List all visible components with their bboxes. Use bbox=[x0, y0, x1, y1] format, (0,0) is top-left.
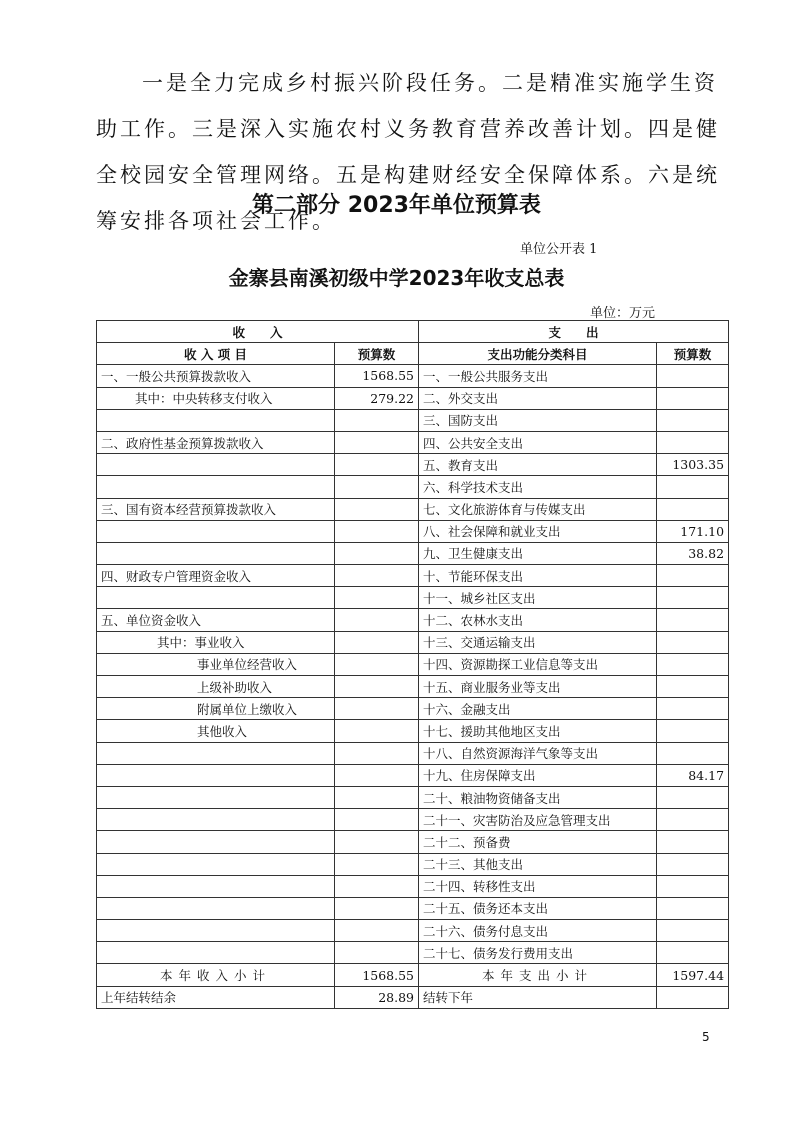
expense-value-cell bbox=[657, 698, 729, 720]
expense-value-cell bbox=[657, 809, 729, 831]
expense-value-cell: 38.82 bbox=[657, 542, 729, 564]
expense-value-cell bbox=[657, 786, 729, 808]
income-item-cell bbox=[97, 786, 335, 808]
expense-item-cell: 二十、粮油物资储备支出 bbox=[419, 786, 657, 808]
carry-income-label: 上年结转结余 bbox=[97, 986, 335, 1008]
expense-value-cell bbox=[657, 920, 729, 942]
expense-value-cell bbox=[657, 631, 729, 653]
income-subtotal-label: 本年收入小计 bbox=[97, 964, 335, 986]
expense-item-cell: 十五、商业服务业等支出 bbox=[419, 676, 657, 698]
subtotal-row bbox=[97, 964, 729, 986]
income-value-cell bbox=[335, 409, 419, 431]
income-item-cell: 其中：中央转移支付收入 bbox=[97, 387, 335, 409]
expense-item-cell: 二十一、灾害防治及应急管理支出 bbox=[419, 809, 657, 831]
expense-item-cell: 一、一般公共服务支出 bbox=[419, 365, 657, 387]
income-item-cell bbox=[97, 875, 335, 897]
income-value-cell bbox=[335, 565, 419, 587]
page-number: 5 bbox=[702, 1030, 710, 1044]
expense-value-cell bbox=[657, 565, 729, 587]
expense-item-cell: 十四、资源勘探工业信息等支出 bbox=[419, 653, 657, 675]
expense-item-cell: 九、卫生健康支出 bbox=[419, 542, 657, 564]
table-row bbox=[97, 742, 729, 764]
table-row bbox=[97, 698, 729, 720]
income-item-cell: 二、政府性基金预算拨款收入 bbox=[97, 431, 335, 453]
expense-value-cell bbox=[657, 476, 729, 498]
table-row bbox=[97, 720, 729, 742]
income-item-cell: 五、单位资金收入 bbox=[97, 609, 335, 631]
table-row bbox=[97, 565, 729, 587]
expense-item-cell: 二十五、债务还本支出 bbox=[419, 897, 657, 919]
expense-value-cell: 84.17 bbox=[657, 764, 729, 786]
expense-budget-header: 预算数 bbox=[657, 343, 729, 365]
expense-value-cell bbox=[657, 498, 729, 520]
table-row bbox=[97, 653, 729, 675]
income-item-cell: 其中：事业收入 bbox=[97, 631, 335, 653]
income-value-cell bbox=[335, 786, 419, 808]
header-row-1 bbox=[97, 321, 729, 343]
income-value-cell bbox=[335, 631, 419, 653]
expense-item-cell: 十九、住房保障支出 bbox=[419, 764, 657, 786]
table-row bbox=[97, 542, 729, 564]
income-item-cell: 三、国有资本经营预算拨款收入 bbox=[97, 498, 335, 520]
expense-value-cell bbox=[657, 742, 729, 764]
expense-item-cell: 二十二、预备费 bbox=[419, 831, 657, 853]
expense-value-cell bbox=[657, 431, 729, 453]
table-row bbox=[97, 920, 729, 942]
income-value-cell bbox=[335, 587, 419, 609]
expense-value-cell bbox=[657, 365, 729, 387]
income-item-cell bbox=[97, 520, 335, 542]
expense-item-cell: 十六、金融支出 bbox=[419, 698, 657, 720]
expense-value-cell: 171.10 bbox=[657, 520, 729, 542]
income-item-header: 收 入 项 目 bbox=[97, 343, 335, 365]
expense-value-cell: 1303.35 bbox=[657, 454, 729, 476]
table-row bbox=[97, 431, 729, 453]
table-row bbox=[97, 875, 729, 897]
income-item-cell bbox=[97, 897, 335, 919]
income-item-cell: 附属单位上缴收入 bbox=[97, 698, 335, 720]
income-item-cell bbox=[97, 920, 335, 942]
expense-item-cell: 二十三、其他支出 bbox=[419, 853, 657, 875]
income-value-cell bbox=[335, 897, 419, 919]
income-value-cell bbox=[335, 653, 419, 675]
expense-item-cell: 十三、交通运输支出 bbox=[419, 631, 657, 653]
income-item-cell bbox=[97, 853, 335, 875]
table-row bbox=[97, 809, 729, 831]
income-value-cell bbox=[335, 831, 419, 853]
public-table-number: 单位公开表 1 bbox=[520, 242, 598, 257]
table-row bbox=[97, 853, 729, 875]
income-item-cell bbox=[97, 742, 335, 764]
income-item-cell: 上级补助收入 bbox=[97, 676, 335, 698]
expense-item-cell: 二十六、债务付息支出 bbox=[419, 920, 657, 942]
expense-item-cell: 二十七、债务发行费用支出 bbox=[419, 942, 657, 964]
table-row bbox=[97, 587, 729, 609]
table-title: 金寨县南溪初级中学2023年收支总表 bbox=[228, 266, 565, 290]
income-value-cell bbox=[335, 764, 419, 786]
expense-item-cell: 七、文化旅游体育与传媒支出 bbox=[419, 498, 657, 520]
income-value-cell bbox=[335, 720, 419, 742]
table-row bbox=[97, 631, 729, 653]
table-row bbox=[97, 365, 729, 387]
income-value-cell bbox=[335, 476, 419, 498]
expense-item-cell: 二、外交支出 bbox=[419, 387, 657, 409]
table-row bbox=[97, 498, 729, 520]
expense-item-header: 支出功能分类科目 bbox=[419, 343, 657, 365]
income-item-cell bbox=[97, 542, 335, 564]
expense-value-cell bbox=[657, 676, 729, 698]
expense-item-cell: 十七、援助其他地区支出 bbox=[419, 720, 657, 742]
expense-header: 支 出 bbox=[419, 321, 729, 343]
income-subtotal-value: 1568.55 bbox=[335, 964, 419, 986]
expense-value-cell bbox=[657, 720, 729, 742]
income-item-cell: 四、财政专户管理资金收入 bbox=[97, 565, 335, 587]
income-item-cell bbox=[97, 942, 335, 964]
expense-value-cell bbox=[657, 409, 729, 431]
income-value-cell bbox=[335, 920, 419, 942]
income-value-cell bbox=[335, 942, 419, 964]
income-item-cell bbox=[97, 764, 335, 786]
income-value-cell bbox=[335, 454, 419, 476]
income-value-cell bbox=[335, 520, 419, 542]
expense-item-cell: 十二、农林水支出 bbox=[419, 609, 657, 631]
carry-expense-value bbox=[657, 986, 729, 1008]
expense-value-cell bbox=[657, 897, 729, 919]
income-item-cell bbox=[97, 831, 335, 853]
carry-income-value: 28.89 bbox=[335, 986, 419, 1008]
income-value-cell bbox=[335, 609, 419, 631]
table-row bbox=[97, 454, 729, 476]
table-row bbox=[97, 476, 729, 498]
section-title: 第二部分 2023年单位预算表 bbox=[252, 193, 541, 218]
income-value-cell: 1568.55 bbox=[335, 365, 419, 387]
table-row bbox=[97, 897, 729, 919]
income-budget-header: 预算数 bbox=[335, 343, 419, 365]
income-item-cell: 一、一般公共预算拨款收入 bbox=[97, 365, 335, 387]
carry-over-row bbox=[97, 986, 729, 1008]
table-row bbox=[97, 676, 729, 698]
expense-item-cell: 十、节能环保支出 bbox=[419, 565, 657, 587]
expense-item-cell: 二十四、转移性支出 bbox=[419, 875, 657, 897]
income-value-cell bbox=[335, 542, 419, 564]
income-value-cell bbox=[335, 742, 419, 764]
income-value-cell bbox=[335, 698, 419, 720]
income-value-cell bbox=[335, 875, 419, 897]
income-item-cell bbox=[97, 587, 335, 609]
table-row bbox=[97, 786, 729, 808]
income-item-cell bbox=[97, 409, 335, 431]
expense-item-cell: 十一、城乡社区支出 bbox=[419, 587, 657, 609]
expense-value-cell bbox=[657, 387, 729, 409]
income-value-cell bbox=[335, 809, 419, 831]
expense-value-cell bbox=[657, 609, 729, 631]
header-row-2 bbox=[97, 343, 729, 365]
budget-summary-table bbox=[96, 320, 729, 1009]
expense-value-cell bbox=[657, 875, 729, 897]
expense-item-cell: 四、公共安全支出 bbox=[419, 431, 657, 453]
income-value-cell bbox=[335, 676, 419, 698]
income-value-cell bbox=[335, 853, 419, 875]
expense-item-cell: 十八、自然资源海洋气象等支出 bbox=[419, 742, 657, 764]
income-value-cell: 279.22 bbox=[335, 387, 419, 409]
expense-item-cell: 三、国防支出 bbox=[419, 409, 657, 431]
income-item-cell: 其他收入 bbox=[97, 720, 335, 742]
income-item-cell: 事业单位经营收入 bbox=[97, 653, 335, 675]
table-row bbox=[97, 942, 729, 964]
unit-label: 单位：万元 bbox=[590, 306, 656, 321]
table-row bbox=[97, 609, 729, 631]
expense-value-cell bbox=[657, 853, 729, 875]
expense-subtotal-label: 本年支出小计 bbox=[419, 964, 657, 986]
expense-item-cell: 五、教育支出 bbox=[419, 454, 657, 476]
table-row bbox=[97, 831, 729, 853]
income-value-cell bbox=[335, 498, 419, 520]
income-header: 收 入 bbox=[97, 321, 419, 343]
expense-value-cell bbox=[657, 587, 729, 609]
expense-value-cell bbox=[657, 653, 729, 675]
expense-item-cell: 六、科学技术支出 bbox=[419, 476, 657, 498]
expense-item-cell: 八、社会保障和就业支出 bbox=[419, 520, 657, 542]
expense-value-cell bbox=[657, 942, 729, 964]
intro-paragraph: 一是全力完成乡村振兴阶段任务。二是精准实施学生资助工作。三是深入实施农村义务教育营养改善计划。四是健全校园安全管理网络。五是构建财经安全保障体系。六是统筹安排各项社会工作。 bbox=[96, 71, 720, 233]
table-row bbox=[97, 520, 729, 542]
income-item-cell bbox=[97, 476, 335, 498]
table-row bbox=[97, 387, 729, 409]
expense-subtotal-value: 1597.44 bbox=[657, 964, 729, 986]
income-value-cell bbox=[335, 431, 419, 453]
income-item-cell bbox=[97, 809, 335, 831]
carry-expense-label: 结转下年 bbox=[419, 986, 657, 1008]
table-row bbox=[97, 764, 729, 786]
table-row bbox=[97, 409, 729, 431]
expense-value-cell bbox=[657, 831, 729, 853]
income-item-cell bbox=[97, 454, 335, 476]
